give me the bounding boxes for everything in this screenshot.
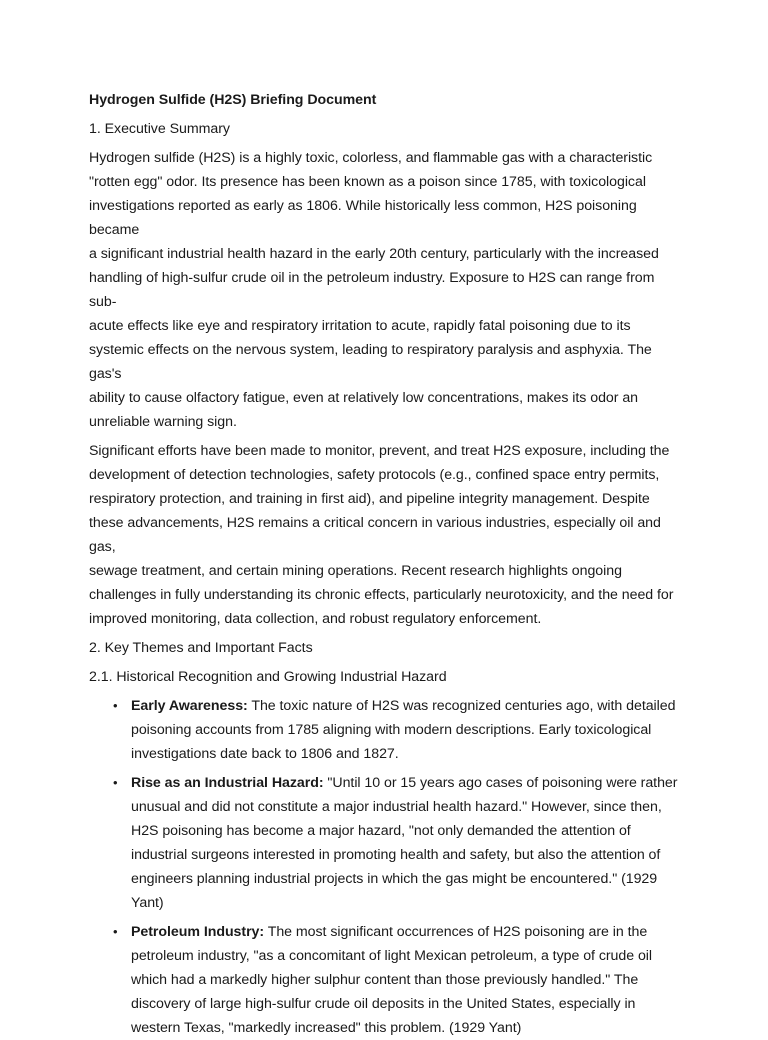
list-item-line-2: unusual and did not constitute a major industrial health hazard." However, since then,	[131, 799, 662, 815]
paragraph-executive-summary-2	[89, 439, 680, 631]
summary-para2-line-7: improved monitoring, data collection, and robust regulatory enforcement.	[89, 611, 542, 627]
list-item-line-1	[131, 771, 680, 795]
summary-para2-line-6: challenges in fully understanding its chronic effects, particularly neurotoxicity, and the need for	[89, 587, 674, 603]
section-heading-executive-summary: 1. Executive Summary	[89, 121, 230, 137]
list-item-line-3: H2S poisoning has become a major hazard, "not only demanded the attention of	[131, 823, 631, 839]
list-item-line-4: discovery of large high-sulfur crude oil deposits in the United States, especially in	[131, 996, 636, 1012]
list-item-line-6: Yant)	[131, 895, 164, 911]
list-item-line-3: investigations date back to 1806 and 1827.	[131, 746, 399, 762]
summary-para1-line-4: a significant industrial health hazard in the early 20th century, particularly with the increased	[89, 246, 659, 262]
list-item-line-2: poisoning accounts from 1785 aligning with modern descriptions. Early toxicological	[131, 722, 652, 738]
summary-para2-line-1: Significant efforts have been made to monitor, prevent, and treat H2S exposure, including the	[89, 443, 670, 459]
subsection-heading-historical-recognition: 2.1. Historical Recognition and Growing Industrial Hazard	[89, 669, 447, 685]
list-item-lead-label: Early Awareness:	[131, 698, 248, 714]
section-heading-key-themes: 2. Key Themes and Important Facts	[89, 640, 313, 656]
summary-para1-line-7: systemic effects on the nervous system, leading to respiratory paralysis and asphyxia. The gas's	[89, 342, 652, 382]
summary-para2-line-3: respiratory protection, and training in first aid), and pipeline integrity management. Despite	[89, 491, 650, 507]
list-item	[89, 920, 680, 1040]
list-item-body-text: The most significant occurrences of H2S poisoning are in the	[264, 924, 648, 940]
summary-para2-line-4: these advancements, H2S remains a critical concern in various industries, especially oil and gas,	[89, 515, 661, 555]
list-item-lead-label: Rise as an Industrial Hazard:	[131, 775, 324, 791]
summary-para2-line-2: development of detection technologies, safety protocols (e.g., confined space entry permits,	[89, 467, 660, 483]
list-item-line-5: western Texas, "markedly increased" this problem. (1929 Yant)	[131, 1020, 522, 1036]
summary-para1-line-3: investigations reported as early as 1806. While historically less common, H2S poisoning became	[89, 198, 637, 238]
key-facts-bullet-list	[89, 694, 680, 1040]
bullet-point-icon: •	[113, 698, 118, 713]
bullet-point-icon: •	[113, 924, 118, 939]
summary-para2-line-5: sewage treatment, and certain mining operations. Recent research highlights ongoing	[89, 563, 622, 579]
summary-para1-line-1: Hydrogen sulfide (H2S) is a highly toxic, colorless, and flammable gas with a characteristic	[89, 150, 653, 166]
list-item-line-1	[131, 694, 680, 718]
summary-para1-line-9: unreliable warning sign.	[89, 414, 237, 430]
list-item-line-4: industrial surgeons interested in promoting health and safety, but also the attention of	[131, 847, 661, 863]
bullet-point-icon: •	[113, 775, 118, 790]
list-item-line-5: engineers planning industrial projects in which the gas might be encountered." (1929	[131, 871, 658, 887]
list-item-body-text: The toxic nature of H2S was recognized centuries ago, with detailed	[247, 698, 676, 714]
list-item-lead-label: Petroleum Industry:	[131, 924, 265, 940]
summary-para1-line-8: ability to cause olfactory fatigue, even at relatively low concentrations, makes its odor an	[89, 390, 638, 406]
list-item-body-text: "Until 10 or 15 years ago cases of poisoning were rather	[323, 775, 678, 791]
list-item	[89, 771, 680, 915]
summary-para1-line-5: handling of high-sulfur crude oil in the petroleum industry. Exposure to H2S can range from sub-	[89, 270, 655, 310]
summary-para1-line-6: acute effects like eye and respiratory irritation to acute, rapidly fatal poisoning due to its	[89, 318, 631, 334]
page-title: Hydrogen Sulfide (H2S) Briefing Document	[89, 92, 377, 108]
list-item	[89, 694, 680, 766]
list-item-line-1	[131, 920, 680, 944]
list-item-line-2: petroleum industry, "as a concomitant of light Mexican petroleum, a type of crude oil	[131, 948, 652, 964]
list-item-line-3: which had a markedly higher sulphur content than those previously handled." The	[131, 972, 639, 988]
summary-para1-line-2: "rotten egg" odor. Its presence has been known as a poison since 1785, with toxicological	[89, 174, 646, 190]
paragraph-executive-summary-1	[89, 146, 680, 434]
